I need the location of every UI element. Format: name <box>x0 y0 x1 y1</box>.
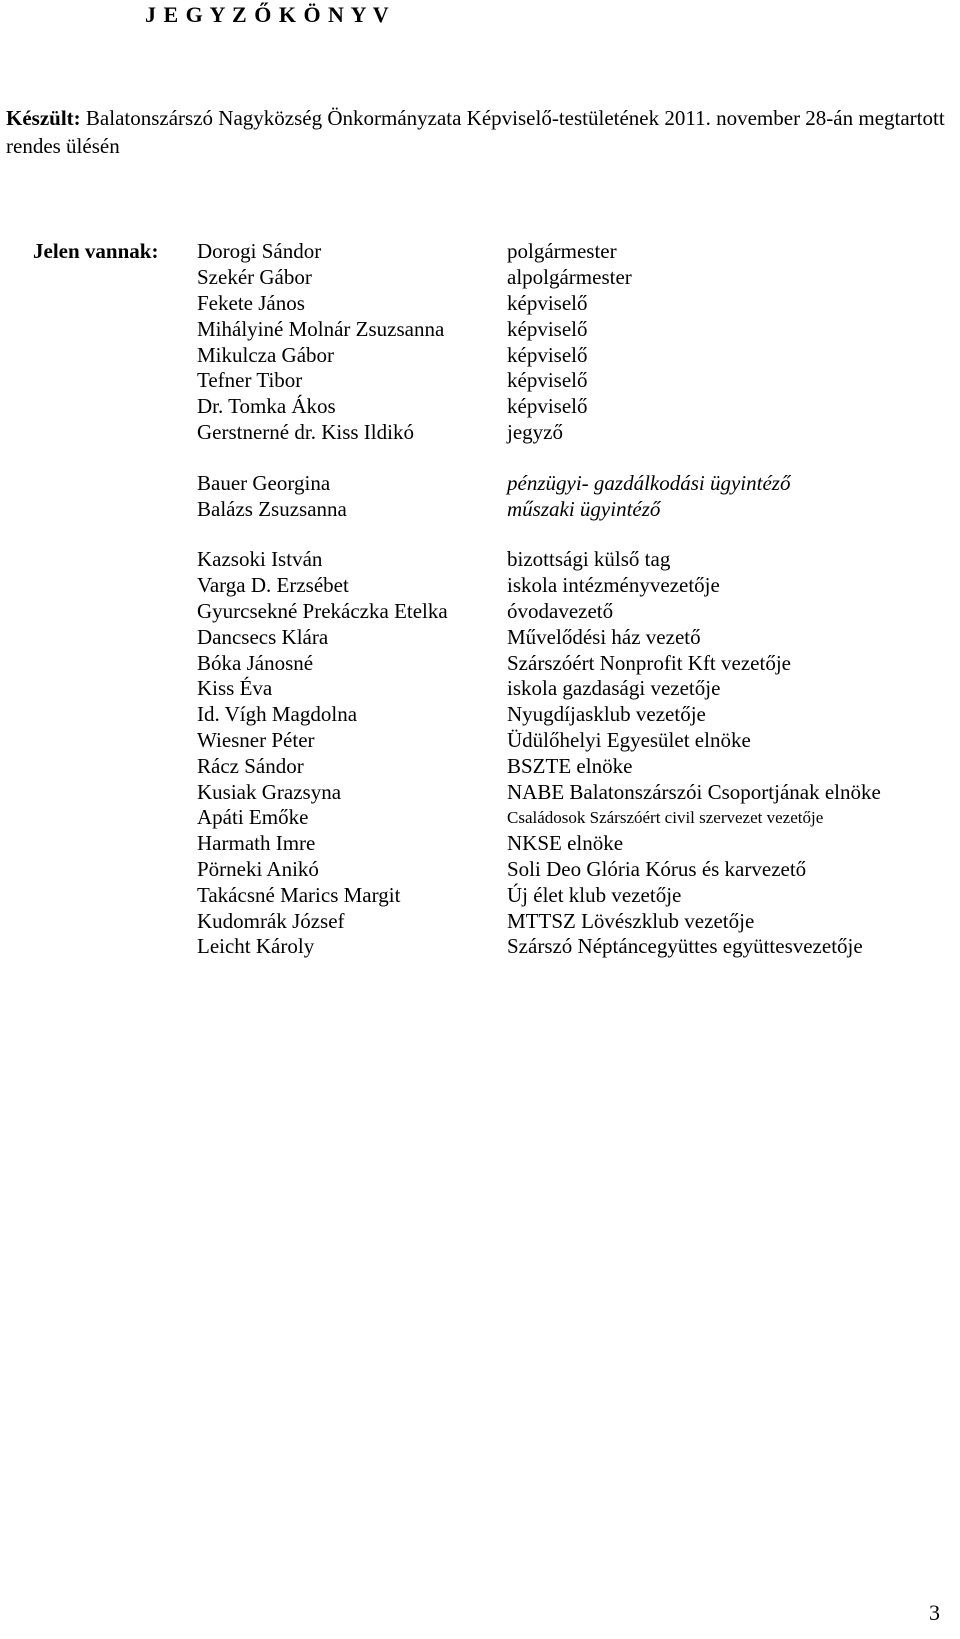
attendee-role: Üdülőhelyi Egyesület elnöke <box>507 727 751 752</box>
attendee-row <box>197 831 957 857</box>
attendee-row <box>197 805 957 831</box>
attendee-name: Szekér Gábor <box>197 265 312 290</box>
attendee-name: Balázs Zsuzsanna <box>197 496 347 521</box>
attendee-role: képviselő <box>507 316 588 341</box>
attendee-row <box>197 599 957 625</box>
attendee-row <box>197 547 957 573</box>
attendee-row <box>197 934 957 960</box>
attendee-row <box>197 420 957 446</box>
attendee-row <box>197 908 957 934</box>
attendee-row <box>197 342 957 368</box>
attendee-role: iskola gazdasági vezetője <box>507 676 721 701</box>
attendee-row <box>197 394 957 420</box>
attendee-row <box>197 496 957 522</box>
attendee-name: Pörneki Anikó <box>197 856 319 881</box>
attendee-role: MTTSZ Lövészklub vezetője <box>507 908 755 933</box>
attendee-role: Nyugdíjasklub vezetője <box>507 702 706 727</box>
attendee-row <box>197 753 957 779</box>
attendee-row <box>197 882 957 908</box>
intro-paragraph <box>6 104 946 160</box>
attendee-row <box>197 368 957 394</box>
attendee-name: Dorogi Sándor <box>197 239 322 264</box>
attendee-row <box>197 624 957 650</box>
attendee-row <box>197 728 957 754</box>
attendee-name: Kazsoki István <box>197 547 323 572</box>
attendee-name: Gyurcsekné Prekáczka Etelka <box>197 598 448 623</box>
attendee-role: műszaki ügyintéző <box>507 496 661 521</box>
attendee-name: Id. Vígh Magdolna <box>197 702 358 727</box>
attendees-label: Jelen vannak: <box>33 239 159 263</box>
attendee-role: Soli Deo Glória Kórus és karvezető <box>507 856 807 881</box>
attendee-row <box>197 316 957 342</box>
attendee-role: BSZTE elnöke <box>507 753 633 778</box>
attendee-role: polgármester <box>507 239 617 264</box>
page-number: 3 <box>929 1600 940 1625</box>
attendee-name: Dancsecs Klára <box>197 624 329 649</box>
attendee-role: Családosok Szárszóért civil szervezet vezetője <box>507 807 824 827</box>
intro-label: Készült: <box>6 106 81 130</box>
attendee-name: Leicht Károly <box>197 934 315 959</box>
attendee-row <box>197 650 957 676</box>
attendee-name: Gerstnerné dr. Kiss Ildikó <box>197 419 414 444</box>
attendee-row <box>197 470 957 496</box>
attendee-role: óvodavezető <box>507 598 614 623</box>
attendee-role: képviselő <box>507 368 588 393</box>
attendee-name: Mikulcza Gábor <box>197 342 335 367</box>
attendee-row <box>197 239 957 265</box>
attendee-name: Bauer Georgina <box>197 470 331 495</box>
attendee-row <box>197 857 957 883</box>
attendee-role: jegyző <box>507 419 563 444</box>
attendee-name: Rácz Sándor <box>197 753 304 778</box>
attendee-name: Takácsné Marics Margit <box>197 882 401 907</box>
attendee-name: Mihályiné Molnár Zsuzsanna <box>197 316 445 341</box>
attendee-row <box>197 291 957 317</box>
attendee-name: Kudomrák József <box>197 908 345 933</box>
attendee-role: pénzügyi- gazdálkodási ügyintéző <box>507 470 791 495</box>
attendee-name: Dr. Tomka Ákos <box>197 394 336 419</box>
attendee-name: Tefner Tibor <box>197 368 303 393</box>
document-title: J E G Y Z Ő K Ö N Y V <box>145 2 390 27</box>
attendee-row <box>197 779 957 805</box>
attendee-role: NKSE elnöke <box>507 831 624 856</box>
attendee-role: bizottsági külső tag <box>507 547 671 572</box>
attendee-row <box>197 573 957 599</box>
attendee-role: alpolgármester <box>507 265 632 290</box>
attendee-name: Kusiak Grazsyna <box>197 779 342 804</box>
attendee-name: Bóka Jánosné <box>197 650 314 675</box>
attendee-role: Szárszó Néptáncegyüttes együttesvezetője <box>507 934 863 959</box>
intro-text: Balatonszárszó Nagyközség Önkormányzata Képviselő-testületének 2011. november 28-án megtartott rendes ülésén <box>6 106 945 158</box>
attendee-role: képviselő <box>507 290 588 315</box>
attendee-role: Szárszóért Nonprofit Kft vezetője <box>507 650 791 675</box>
attendee-name: Harmath Imre <box>197 831 316 856</box>
attendee-role: Művelődési ház vezető <box>507 624 701 649</box>
attendee-row <box>197 676 957 702</box>
attendee-role: képviselő <box>507 342 588 367</box>
attendee-role: NABE Balatonszárszói Csoportjának elnöke <box>507 779 881 804</box>
attendee-row <box>197 702 957 728</box>
attendee-name: Kiss Éva <box>197 676 273 701</box>
attendee-name: Apáti Emőke <box>197 805 309 830</box>
attendee-role: iskola intézményvezetője <box>507 573 720 598</box>
attendee-name: Varga D. Erzsébet <box>197 573 349 598</box>
attendee-name: Fekete János <box>197 290 305 315</box>
attendee-role: képviselő <box>507 394 588 419</box>
attendee-row <box>197 265 957 291</box>
attendee-role: Új élet klub vezetője <box>507 882 682 907</box>
attendees-list <box>197 239 957 960</box>
attendee-name: Wiesner Péter <box>197 727 315 752</box>
